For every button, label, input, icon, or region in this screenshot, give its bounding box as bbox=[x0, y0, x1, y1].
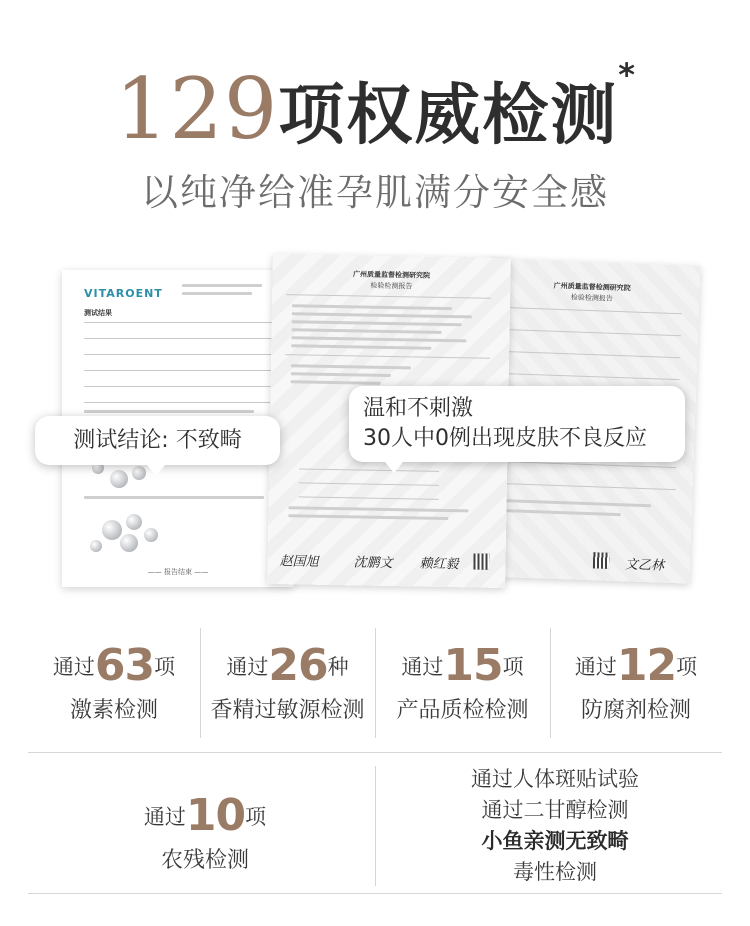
row-divider bbox=[28, 752, 722, 753]
stat-hormone bbox=[28, 640, 200, 724]
stat-number: 12 bbox=[616, 640, 677, 691]
stat-label: 防腐剂检测 bbox=[580, 698, 691, 723]
test-result-heading: 测试结果 bbox=[84, 309, 112, 317]
mildness-detail: 30人中0例出现皮肤不良反应 bbox=[363, 426, 647, 451]
stat-number: 10 bbox=[185, 790, 246, 841]
extra-tests-list bbox=[410, 764, 700, 888]
signature-2: 沈鹏文 bbox=[353, 555, 393, 572]
stat-quality bbox=[375, 640, 550, 724]
vitaroent-logo: VITAROENT bbox=[84, 287, 163, 300]
headline-count: 129 bbox=[114, 60, 279, 158]
report-middle-title: 检验检测报告 bbox=[370, 281, 413, 291]
bottom-divider bbox=[28, 893, 722, 894]
stat-label: 激素检测 bbox=[69, 698, 158, 723]
report-middle-institute: 广州质量监督检测研究院 bbox=[352, 270, 431, 280]
stat-unit: 项 bbox=[676, 655, 698, 679]
conclusion-bubble bbox=[35, 416, 280, 465]
stat-fragrance bbox=[200, 640, 375, 724]
report-right-institute: 广州质量监督检测研究院 bbox=[553, 281, 631, 293]
headline bbox=[0, 56, 750, 158]
bubble-tail-icon bbox=[385, 462, 403, 473]
stat-pesticide bbox=[110, 790, 300, 874]
qr-code-icon bbox=[593, 552, 610, 569]
stat-prefix: 通过 bbox=[574, 655, 617, 679]
stat-label: 产品质检检测 bbox=[396, 698, 529, 723]
stat-number: 15 bbox=[443, 640, 503, 691]
stat-number: 63 bbox=[94, 640, 155, 691]
subtitle: 以纯净给准孕肌满分安全感 bbox=[141, 171, 609, 214]
stat-label: 农残检测 bbox=[160, 848, 249, 873]
stat-preservative bbox=[550, 640, 722, 724]
conclusion-text: 测试结论: 不致畸 bbox=[73, 428, 242, 453]
column-divider bbox=[375, 766, 376, 886]
report-right-title: 检验检测报告 bbox=[570, 293, 613, 303]
bubble-tail-icon bbox=[147, 465, 165, 476]
report-right-signature: 文乙林 bbox=[624, 557, 665, 574]
stat-unit: 项 bbox=[245, 805, 267, 829]
stat-prefix: 通过 bbox=[143, 805, 186, 829]
signature-1: 赵国旭 bbox=[279, 554, 319, 570]
extra-test-toxicity: 毒性检测 bbox=[513, 860, 597, 884]
stat-prefix: 通过 bbox=[226, 655, 269, 679]
stat-unit: 项 bbox=[502, 655, 524, 679]
stat-prefix: 通过 bbox=[401, 655, 444, 679]
mildness-title: 温和不刺激 bbox=[363, 396, 474, 421]
stat-unit: 项 bbox=[154, 655, 176, 679]
stat-label: 香精过敏源检测 bbox=[210, 698, 365, 723]
stat-prefix: 通过 bbox=[52, 655, 95, 679]
signature-3: 赖红毅 bbox=[419, 556, 459, 573]
extra-test-patch: 通过人体斑贴试验 bbox=[471, 767, 639, 791]
extra-test-diethylene-glycol: 通过二甘醇检测 bbox=[481, 798, 629, 822]
qr-code-icon bbox=[473, 553, 489, 569]
headline-asterisk: * bbox=[618, 56, 636, 94]
headline-text: 项权威检测 bbox=[278, 76, 619, 154]
mildness-bubble bbox=[349, 386, 685, 462]
report-end-text: —— 报告结束 —— bbox=[147, 568, 209, 576]
extra-test-teratogenic: 小鱼亲测无致畸 bbox=[481, 829, 629, 853]
stat-number: 26 bbox=[268, 640, 328, 691]
stat-unit: 种 bbox=[327, 655, 349, 679]
